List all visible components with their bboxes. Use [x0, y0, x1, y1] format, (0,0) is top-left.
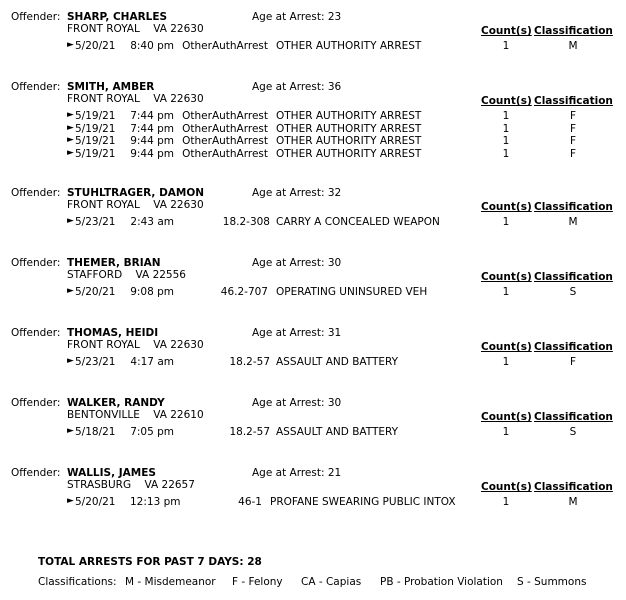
age-value: 32 [327, 187, 342, 199]
total-label: TOTAL ARRESTS FOR PAST 7 DAYS: [38, 556, 244, 568]
offender-address [67, 23, 204, 35]
age-label: Age at Arrest: [252, 81, 325, 93]
counts-header: Count(s) [481, 411, 532, 423]
charge-row [0, 356, 626, 368]
offender-record [0, 11, 626, 81]
charge-row [0, 148, 626, 160]
charge-description: CARRY A CONCEALED WEAPON [276, 216, 440, 228]
charge-date: 5/23/21 [75, 216, 116, 228]
charge-classification: F [569, 135, 577, 147]
offender-name: STUHLTRAGER, DAMON [67, 187, 205, 199]
offender-record [0, 467, 626, 537]
offender-record [0, 327, 626, 397]
address-city: STRASBURG [67, 479, 132, 491]
offender-record [0, 257, 626, 327]
age-label: Age at Arrest: [252, 11, 325, 23]
charge-count: 1 [502, 286, 510, 298]
charge-time: 9:44 pm [130, 147, 174, 160]
charge-time: 2:43 am [130, 216, 174, 228]
bullet-arrow-icon: ► [67, 40, 74, 50]
charge-count: 1 [502, 147, 510, 160]
offender-name: SHARP, CHARLES [67, 11, 168, 23]
age-at-arrest [252, 187, 341, 199]
charge-code: 46.2-707 [220, 286, 268, 298]
charge-code: 18.2-57 [229, 426, 270, 438]
offender-label: Offender: [11, 257, 61, 269]
charge-count: 1 [502, 426, 510, 438]
total-arrests [38, 556, 262, 568]
address-city: FRONT ROYAL [67, 23, 140, 35]
charge-code: 18.2-308 [222, 216, 270, 228]
offender-address [67, 269, 186, 281]
charge-time: 9:08 pm [130, 286, 174, 298]
charge-description: OPERATING UNINSURED VEH [276, 286, 428, 298]
offender-name: SMITH, AMBER [67, 81, 155, 93]
charge-count: 1 [502, 496, 510, 508]
classification-header: Classification [534, 201, 613, 213]
charge-description: OTHER AUTHORITY ARREST [276, 40, 422, 52]
offender-record [0, 187, 626, 257]
charge-count: 1 [502, 356, 510, 368]
age-label: Age at Arrest: [252, 467, 325, 479]
charge-row [0, 135, 626, 147]
charge-description: ASSAULT AND BATTERY [276, 426, 399, 438]
classification-header: Classification [534, 271, 613, 283]
offender-name: WALLIS, JAMES [67, 467, 156, 479]
charge-code: OtherAuthArrest [182, 40, 268, 52]
age-at-arrest [252, 327, 341, 339]
charge-time: 4:17 am [130, 356, 174, 368]
charge-description: OTHER AUTHORITY ARREST [276, 147, 422, 160]
charge-code: OtherAuthArrest [182, 122, 268, 135]
charge-code: 46-1 [238, 496, 262, 508]
charge-classification: F [569, 122, 577, 135]
age-value: 21 [327, 467, 342, 479]
charge-row [0, 216, 626, 228]
charge-date: 5/19/21 [75, 147, 116, 160]
legend-item-pb: PB - Probation Violation [380, 576, 503, 588]
charge-row [0, 426, 626, 438]
charge-code: 18.2-57 [229, 356, 270, 368]
charge-time: 7:05 pm [130, 426, 174, 438]
offender-label: Offender: [11, 467, 61, 479]
charge-date: 5/20/21 [75, 496, 116, 508]
charge-classification: F [569, 356, 577, 368]
charge-time: 9:44 pm [130, 135, 174, 147]
charge-date: 5/20/21 [75, 40, 116, 52]
charge-time: 7:44 pm [130, 110, 174, 122]
charge-classification: F [569, 147, 577, 160]
charge-classification: S [569, 286, 577, 298]
charge-date: 5/19/21 [75, 122, 116, 135]
charge-count: 1 [502, 216, 510, 228]
charge-code: OtherAuthArrest [182, 147, 268, 160]
charge-date: 5/19/21 [75, 110, 116, 122]
charge-row [0, 286, 626, 298]
charge-time: 8:40 pm [130, 40, 174, 52]
counts-header: Count(s) [481, 271, 532, 283]
offender-name: WALKER, RANDY [67, 397, 165, 409]
offender-label: Offender: [11, 397, 61, 409]
age-value: 30 [327, 397, 342, 409]
charge-time: 12:13 pm [130, 496, 181, 508]
age-at-arrest [252, 11, 341, 23]
address-state-zip: VA 22630 [153, 339, 204, 351]
offender-record [0, 397, 626, 467]
total-value: 28 [247, 556, 262, 568]
classification-header: Classification [534, 341, 613, 353]
classification-header: Classification [534, 25, 613, 37]
charge-row [0, 40, 626, 52]
age-label: Age at Arrest: [252, 397, 325, 409]
age-at-arrest [252, 397, 341, 409]
offender-label: Offender: [11, 187, 61, 199]
bullet-arrow-icon: ► [67, 122, 74, 133]
bullet-arrow-icon: ► [67, 147, 74, 158]
address-state-zip: VA 22630 [153, 93, 204, 105]
charge-date: 5/19/21 [75, 135, 116, 147]
age-at-arrest [252, 467, 341, 479]
bullet-arrow-icon: ► [67, 426, 74, 436]
address-state-zip: VA 22610 [153, 409, 204, 421]
charge-count: 1 [502, 110, 510, 122]
charge-description: PROFANE SWEARING PUBLIC INTOX [270, 496, 456, 508]
charge-row [0, 123, 626, 135]
offender-name: THEMER, BRIAN [67, 257, 161, 269]
bullet-arrow-icon: ► [67, 496, 74, 506]
charge-time: 7:44 pm [130, 122, 174, 135]
offender-record [0, 81, 626, 160]
offender-address [67, 339, 204, 351]
address-city: BENTONVILLE [67, 409, 140, 421]
charge-description: OTHER AUTHORITY ARREST [276, 135, 422, 147]
charge-date: 5/20/21 [75, 286, 116, 298]
charge-date: 5/23/21 [75, 356, 116, 368]
legend-item-m: M - Misdemeanor [125, 576, 216, 588]
age-label: Age at Arrest: [252, 257, 325, 269]
offender-address [67, 479, 195, 491]
legend-item-s: S - Summons [517, 576, 587, 588]
offender-label: Offender: [11, 327, 61, 339]
bullet-arrow-icon: ► [67, 286, 74, 296]
counts-header: Count(s) [481, 95, 532, 107]
classification-header: Classification [534, 481, 613, 493]
bullet-arrow-icon: ► [67, 216, 74, 226]
charge-classification: M [568, 496, 578, 508]
offender-address [67, 199, 204, 211]
charge-code: OtherAuthArrest [182, 110, 268, 122]
charge-description: ASSAULT AND BATTERY [276, 356, 399, 368]
address-state-zip: VA 22657 [144, 479, 195, 491]
counts-header: Count(s) [481, 201, 532, 213]
age-at-arrest [252, 81, 341, 93]
bullet-arrow-icon: ► [67, 135, 74, 145]
address-city: FRONT ROYAL [67, 93, 140, 105]
address-state-zip: VA 22630 [153, 199, 204, 211]
bullet-arrow-icon: ► [67, 356, 74, 366]
legend-item-ca: CA - Capias [301, 576, 362, 588]
charge-row [0, 496, 626, 508]
address-state-zip: VA 22630 [153, 23, 204, 35]
charge-classification: M [568, 216, 578, 228]
charge-classification: M [568, 40, 578, 52]
counts-header: Count(s) [481, 25, 532, 37]
address-city: FRONT ROYAL [67, 339, 140, 351]
charge-count: 1 [502, 122, 510, 135]
age-at-arrest [252, 257, 341, 269]
age-value: 23 [327, 11, 342, 23]
bullet-arrow-icon: ► [67, 110, 74, 120]
address-city: STAFFORD [67, 269, 123, 281]
charge-description: OTHER AUTHORITY ARREST [276, 122, 422, 135]
charge-count: 1 [502, 135, 510, 147]
offender-address [67, 409, 204, 421]
address-state-zip: VA 22556 [135, 269, 186, 281]
offender-name: THOMAS, HEIDI [67, 327, 159, 339]
age-value: 30 [327, 257, 342, 269]
address-city: FRONT ROYAL [67, 199, 140, 211]
legend-title: Classifications: [38, 576, 117, 588]
age-label: Age at Arrest: [252, 187, 325, 199]
charge-count: 1 [502, 40, 510, 52]
classification-header: Classification [534, 95, 613, 107]
charge-description: OTHER AUTHORITY ARREST [276, 110, 422, 122]
counts-header: Count(s) [481, 481, 532, 493]
offender-address [67, 93, 204, 105]
age-value: 36 [327, 81, 342, 93]
offender-label: Offender: [11, 11, 61, 23]
charge-date: 5/18/21 [75, 426, 116, 438]
offender-label: Offender: [11, 81, 61, 93]
legend-item-f: F - Felony [232, 576, 283, 588]
charge-code: OtherAuthArrest [182, 135, 268, 147]
counts-header: Count(s) [481, 341, 532, 353]
age-value: 31 [327, 327, 342, 339]
age-label: Age at Arrest: [252, 327, 325, 339]
classification-header: Classification [534, 411, 613, 423]
charge-classification: S [569, 426, 577, 438]
charge-classification: F [569, 110, 577, 122]
charge-row [0, 110, 626, 122]
